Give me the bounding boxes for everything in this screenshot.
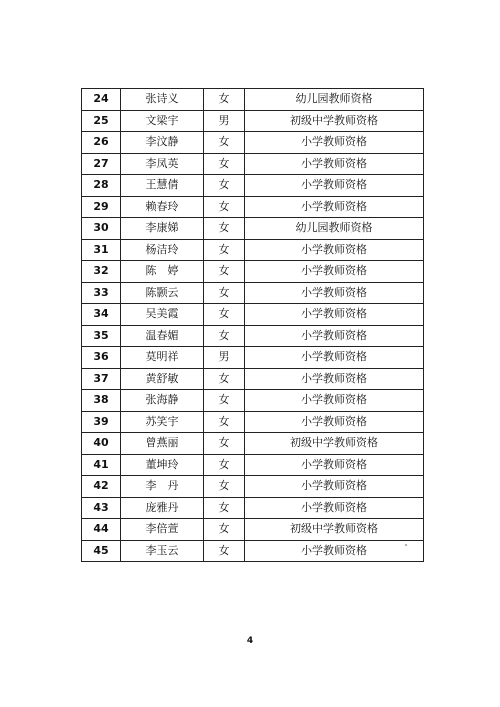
gender: 女 <box>204 304 245 326</box>
table-row <box>82 261 424 283</box>
table-row <box>82 454 424 476</box>
qualification: 小学教师资格 <box>245 325 424 347</box>
person-name: 文梁宇 <box>121 110 204 132</box>
row-number: 44 <box>82 519 121 541</box>
gender: 女 <box>204 390 245 412</box>
table-row <box>82 282 424 304</box>
row-number: 39 <box>82 411 121 433</box>
gender: 女 <box>204 196 245 218</box>
row-number: 33 <box>82 282 121 304</box>
qualification: 小学教师资格 <box>245 476 424 498</box>
person-name: 温春媚 <box>121 325 204 347</box>
gender: 女 <box>204 282 245 304</box>
table-row <box>82 110 424 132</box>
row-number: 25 <box>82 110 121 132</box>
gender: 女 <box>204 368 245 390</box>
person-name: 董坤玲 <box>121 454 204 476</box>
row-number: 27 <box>82 153 121 175</box>
row-number: 36 <box>82 347 121 369</box>
gender: 女 <box>204 175 245 197</box>
gender: 女 <box>204 239 245 261</box>
row-number: 30 <box>82 218 121 240</box>
table-row <box>82 368 424 390</box>
table-row <box>82 433 424 455</box>
person-name: 李 丹 <box>121 476 204 498</box>
teacher-qualification-table <box>81 88 424 562</box>
qualification: 小学教师资格 <box>245 153 424 175</box>
row-number: 31 <box>82 239 121 261</box>
table-row <box>82 175 424 197</box>
row-number: 43 <box>82 497 121 519</box>
page-number: 4 <box>246 636 254 646</box>
qualification: 小学教师资格 <box>245 304 424 326</box>
table-row <box>82 411 424 433</box>
qualification: 小学教师资格 <box>245 368 424 390</box>
gender: 女 <box>204 153 245 175</box>
gender: 女 <box>204 132 245 154</box>
row-number: 24 <box>82 89 121 111</box>
qualification: 小学教师资格 <box>245 497 424 519</box>
qualification: 小学教师资格 <box>245 282 424 304</box>
table-row <box>82 347 424 369</box>
table-row <box>82 89 424 111</box>
scan-dot <box>405 544 407 546</box>
row-number: 29 <box>82 196 121 218</box>
row-number: 45 <box>82 540 121 562</box>
qualification: 小学教师资格 <box>245 175 424 197</box>
qualification: 小学教师资格 <box>245 411 424 433</box>
qualification: 初级中学教师资格 <box>245 433 424 455</box>
person-name: 李康娣 <box>121 218 204 240</box>
person-name: 李倍萱 <box>121 519 204 541</box>
gender: 女 <box>204 497 245 519</box>
row-number: 37 <box>82 368 121 390</box>
table-body <box>82 89 424 562</box>
qualification: 小学教师资格 <box>245 347 424 369</box>
person-name: 张海静 <box>121 390 204 412</box>
person-name: 陈 婷 <box>121 261 204 283</box>
row-number: 40 <box>82 433 121 455</box>
row-number: 41 <box>82 454 121 476</box>
qualification: 小学教师资格 <box>245 540 424 562</box>
gender: 女 <box>204 540 245 562</box>
row-number: 28 <box>82 175 121 197</box>
table-row <box>82 519 424 541</box>
qualification: 初级中学教师资格 <box>245 110 424 132</box>
row-number: 34 <box>82 304 121 326</box>
table-row <box>82 132 424 154</box>
qualification: 小学教师资格 <box>245 261 424 283</box>
gender: 女 <box>204 261 245 283</box>
qualification: 小学教师资格 <box>245 390 424 412</box>
gender: 女 <box>204 476 245 498</box>
person-name: 吴美霞 <box>121 304 204 326</box>
gender: 女 <box>204 454 245 476</box>
person-name: 苏笑宇 <box>121 411 204 433</box>
row-number: 42 <box>82 476 121 498</box>
person-name: 曾燕丽 <box>121 433 204 455</box>
table-row <box>82 476 424 498</box>
gender: 女 <box>204 433 245 455</box>
gender: 女 <box>204 325 245 347</box>
person-name: 张诗义 <box>121 89 204 111</box>
row-number: 32 <box>82 261 121 283</box>
gender: 男 <box>204 347 245 369</box>
table-row <box>82 239 424 261</box>
table-row <box>82 497 424 519</box>
row-number: 38 <box>82 390 121 412</box>
person-name: 赖春玲 <box>121 196 204 218</box>
person-name: 杨洁玲 <box>121 239 204 261</box>
qualification: 幼儿园教师资格 <box>245 218 424 240</box>
gender: 女 <box>204 218 245 240</box>
gender: 女 <box>204 519 245 541</box>
table-row <box>82 153 424 175</box>
row-number: 35 <box>82 325 121 347</box>
qualification: 小学教师资格 <box>245 196 424 218</box>
table-row <box>82 218 424 240</box>
qualification: 小学教师资格 <box>245 454 424 476</box>
person-name: 庞雅丹 <box>121 497 204 519</box>
gender: 女 <box>204 89 245 111</box>
gender: 女 <box>204 411 245 433</box>
table-row <box>82 304 424 326</box>
person-name: 黄舒敏 <box>121 368 204 390</box>
person-name: 李凤英 <box>121 153 204 175</box>
table-row <box>82 196 424 218</box>
qualification: 小学教师资格 <box>245 239 424 261</box>
table-row <box>82 390 424 412</box>
person-name: 陈颢云 <box>121 282 204 304</box>
table-row <box>82 540 424 562</box>
person-name: 莫明祥 <box>121 347 204 369</box>
row-number: 26 <box>82 132 121 154</box>
person-name: 李汶静 <box>121 132 204 154</box>
qualification: 幼儿园教师资格 <box>245 89 424 111</box>
person-name: 王慧倩 <box>121 175 204 197</box>
qualification: 小学教师资格 <box>245 132 424 154</box>
gender: 男 <box>204 110 245 132</box>
table-row <box>82 325 424 347</box>
qualification: 初级中学教师资格 <box>245 519 424 541</box>
person-name: 李玉云 <box>121 540 204 562</box>
